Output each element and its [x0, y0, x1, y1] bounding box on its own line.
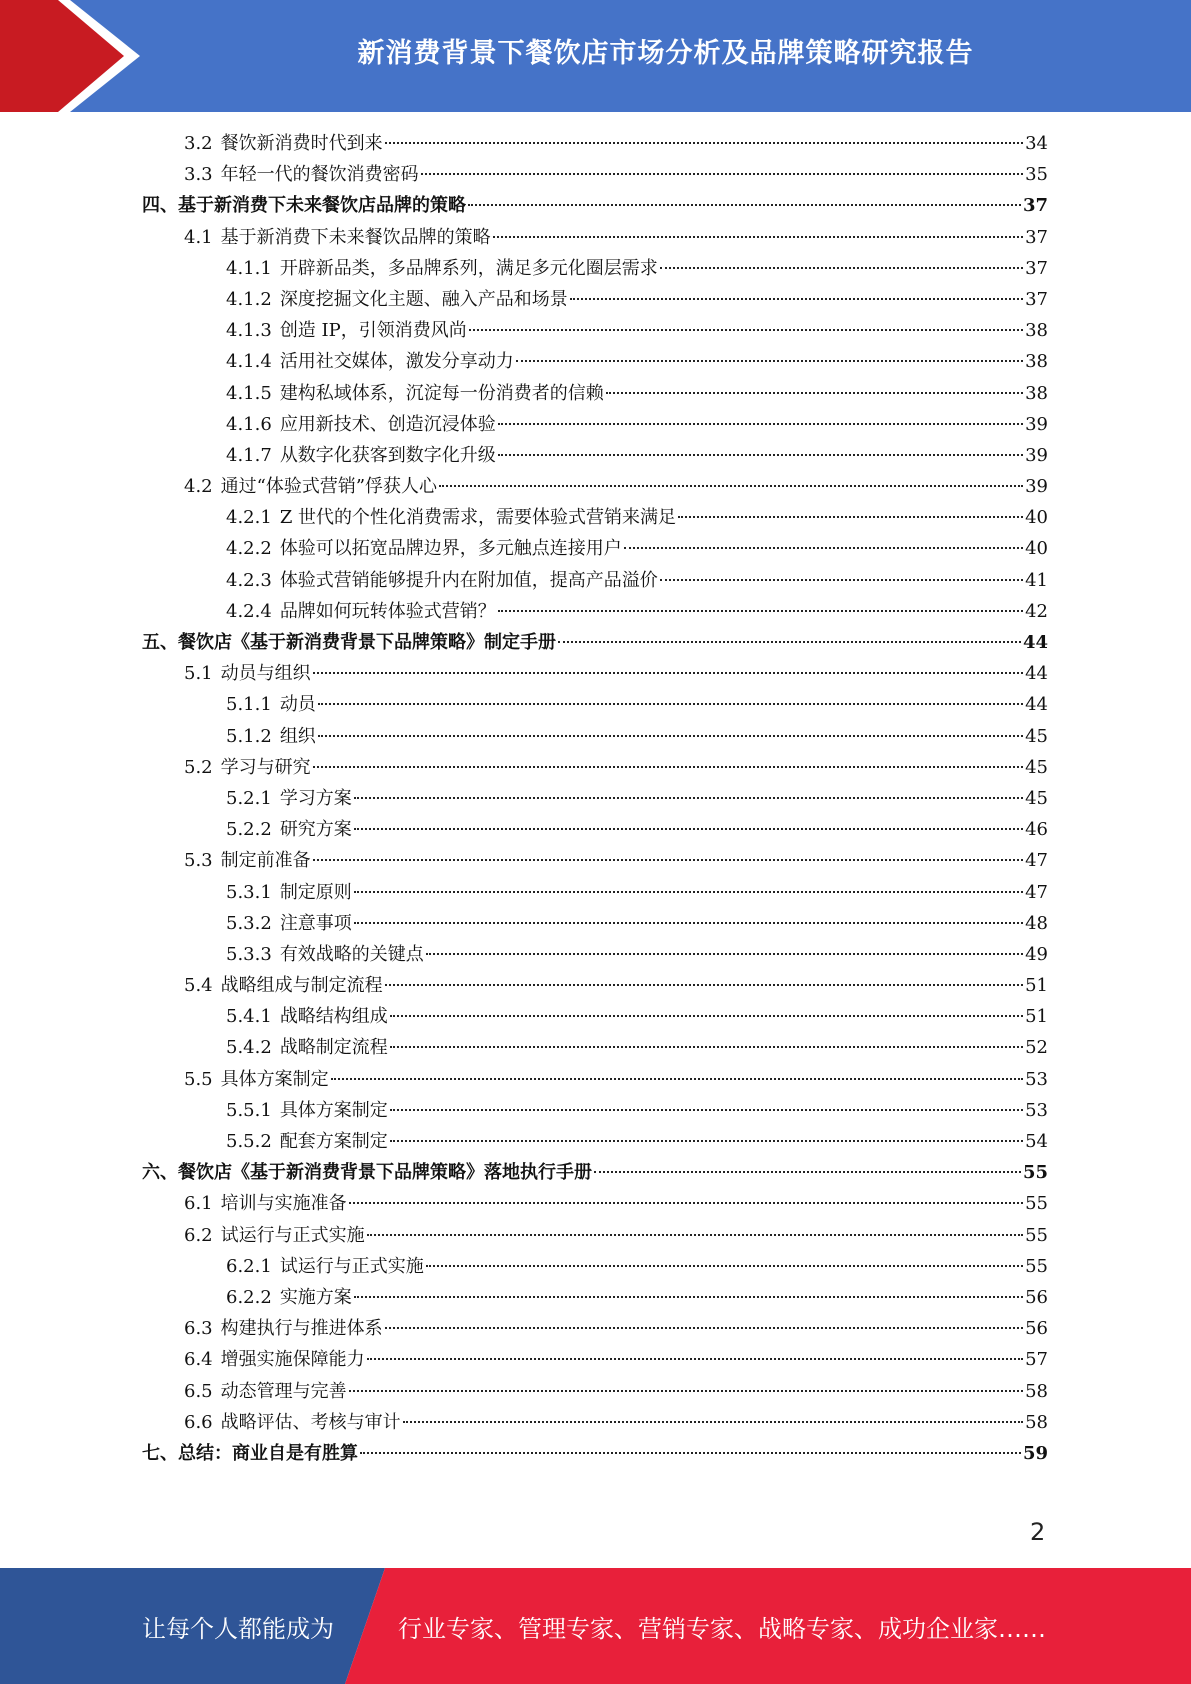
- toc-entry[interactable]: [142, 689, 1048, 720]
- toc-dot-leader: [313, 859, 1023, 861]
- toc-entry-page: 37: [1022, 195, 1048, 217]
- toc-entry-title: 培训与实施准备: [220, 1193, 347, 1215]
- report-title: 新消费背景下餐饮店市场分析及品牌策略研究报告: [357, 37, 974, 69]
- toc-entry-number: 3.3: [184, 164, 213, 186]
- toc-dot-leader: [403, 1421, 1023, 1423]
- toc-dot-leader: [390, 1109, 1023, 1111]
- toc-entry[interactable]: [142, 877, 1048, 908]
- toc-entry-title: 增强实施保障能力: [220, 1349, 365, 1371]
- toc-entry-title: 构建执行与推进体系: [220, 1318, 383, 1340]
- toc-entry[interactable]: [142, 752, 1048, 783]
- toc-dot-leader: [498, 423, 1023, 425]
- toc-dot-leader: [354, 797, 1023, 799]
- toc-entry-page: 48: [1025, 912, 1048, 934]
- toc-entry-page: 40: [1025, 538, 1048, 560]
- toc-entry-title: 制定前准备: [220, 850, 311, 872]
- toc-entry[interactable]: [142, 440, 1048, 471]
- toc-entry[interactable]: [142, 627, 1048, 658]
- toc-entry[interactable]: [142, 315, 1048, 346]
- toc-dot-leader: [390, 1046, 1023, 1048]
- toc-dot-leader: [660, 267, 1023, 269]
- toc-dot-leader: [660, 579, 1023, 581]
- toc-entry-page: 58: [1025, 1380, 1048, 1402]
- toc-entry[interactable]: [142, 565, 1048, 596]
- toc-entry-number: 5.1.2: [226, 725, 272, 747]
- footer-slogan-left: 让每个人都能成为: [142, 1614, 334, 1643]
- toc-entry[interactable]: [142, 1095, 1048, 1126]
- toc-entry-page: 55: [1025, 1255, 1048, 1277]
- toc-dot-leader: [498, 454, 1023, 456]
- toc-entry-page: 56: [1025, 1286, 1048, 1308]
- toc-entry-page: 51: [1025, 1006, 1048, 1028]
- toc-entry[interactable]: [142, 284, 1048, 315]
- toc-entry[interactable]: [142, 409, 1048, 440]
- toc-entry-number: 5.3.1: [226, 881, 272, 903]
- toc-dot-leader: [516, 360, 1023, 362]
- toc-entry[interactable]: [142, 1001, 1048, 1032]
- toc-entry-page: 58: [1025, 1411, 1048, 1433]
- header-bar: [0, 0, 1191, 112]
- toc-entry-page: 57: [1025, 1349, 1048, 1371]
- toc-dot-leader: [385, 1327, 1023, 1329]
- toc-entry-title: 动员与组织: [220, 663, 311, 685]
- toc-entry-title: 制定原则: [279, 881, 352, 903]
- toc-entry-page: 42: [1025, 600, 1048, 622]
- toc-dot-leader: [354, 828, 1023, 830]
- toc-entry[interactable]: [142, 1282, 1048, 1313]
- toc-entry-page: 53: [1025, 1068, 1048, 1090]
- toc-entry[interactable]: [142, 783, 1048, 814]
- toc-entry-number: 6.3: [184, 1318, 213, 1340]
- toc-entry-number: 3.2: [184, 133, 213, 154]
- toc-dot-leader: [385, 142, 1023, 144]
- toc-entry-page: 53: [1025, 1099, 1048, 1121]
- toc-entry-title: Z 世代的个性化消费需求，需要体验式营销来满足: [279, 507, 677, 529]
- toc-entry[interactable]: [142, 128, 1048, 159]
- toc-entry-page: 39: [1025, 413, 1048, 435]
- toc-entry-title: 战略结构组成: [279, 1006, 388, 1028]
- toc-entry-page: 59: [1022, 1442, 1048, 1464]
- toc-dot-leader: [349, 1202, 1023, 1204]
- toc-entry-title: 深度挖掘文化主题、融入产品和场景: [279, 288, 568, 310]
- toc-entry-page: 44: [1022, 632, 1048, 653]
- toc-entry-page: 35: [1025, 164, 1048, 186]
- toc-entry[interactable]: [142, 970, 1048, 1001]
- toc-entry-page: 44: [1025, 663, 1048, 685]
- toc-entry[interactable]: [142, 845, 1048, 876]
- toc-dot-leader: [313, 672, 1023, 674]
- toc-entry-title: 实施方案: [279, 1286, 352, 1308]
- toc-entry[interactable]: [142, 222, 1048, 253]
- toc-dot-leader: [498, 610, 1023, 612]
- toc-entry-page: 55: [1025, 1224, 1048, 1246]
- toc-entry-title: 学习与研究: [220, 756, 311, 778]
- toc-dot-leader: [354, 922, 1023, 924]
- toc-entry-page: 45: [1025, 756, 1048, 778]
- toc-entry-page: 46: [1025, 819, 1048, 841]
- toc-entry-title: 具体方案制定: [220, 1068, 329, 1090]
- toc-entry-number: 4.1.2: [226, 288, 272, 310]
- toc-dot-leader: [349, 1390, 1023, 1392]
- toc-entry-page: 52: [1025, 1037, 1048, 1059]
- toc-entry-number: 4.1.7: [226, 444, 272, 466]
- toc-entry[interactable]: [142, 502, 1048, 533]
- toc-entry-title: 基于新消费下未来餐饮品牌的策略: [220, 226, 491, 248]
- toc-entry[interactable]: [142, 1313, 1048, 1344]
- toc-dot-leader: [426, 953, 1023, 955]
- toc-entry-title: 建构私域体系，沉淀每一份消费者的信赖: [279, 382, 604, 404]
- toc-dot-leader: [367, 1358, 1023, 1360]
- toc-entry-number: 4.2.2: [226, 538, 272, 560]
- toc-dot-leader: [439, 485, 1023, 487]
- toc-entry-number: 6.5: [184, 1380, 213, 1402]
- toc-dot-leader: [354, 1296, 1023, 1298]
- page-number: 2: [1030, 1518, 1046, 1546]
- toc-entry-number: 4.1.1: [226, 257, 272, 279]
- toc-entry[interactable]: [142, 1064, 1048, 1095]
- toc-entry-page: 37: [1025, 226, 1048, 248]
- toc-entry-title: 餐饮新消费时代到来: [220, 133, 383, 154]
- footer-banner: [0, 1568, 1191, 1684]
- toc-entry-title: 战略组成与制定流程: [220, 975, 383, 997]
- toc-dot-leader: [594, 1171, 1021, 1173]
- toc-entry-page: 47: [1025, 881, 1048, 903]
- toc-entry-title: 体验可以拓宽品牌边界，多元触点连接用户: [279, 538, 622, 560]
- toc-entry[interactable]: [142, 721, 1048, 752]
- toc-entry[interactable]: [142, 1032, 1048, 1063]
- toc-entry-page: 55: [1022, 1162, 1048, 1184]
- toc-entry-number: 4.1: [184, 226, 213, 248]
- toc-entry-number: 6.2.1: [226, 1255, 272, 1277]
- toc-dot-leader: [331, 1078, 1023, 1080]
- toc-entry[interactable]: [142, 190, 1048, 221]
- toc-dot-leader: [493, 236, 1023, 238]
- toc-entry-title: 配套方案制定: [279, 1131, 388, 1152]
- red-chevron-icon: [0, 0, 160, 112]
- toc-entry-number: 5.5.2: [226, 1131, 272, 1152]
- toc-entry-page: 45: [1025, 787, 1048, 809]
- toc-entry-number: 4.2.1: [226, 507, 272, 529]
- toc-entry-title: 六、餐饮店《基于新消费背景下品牌策略》落地执行手册: [142, 1162, 592, 1184]
- toc-entry-number: 5.4.1: [226, 1006, 272, 1028]
- toc-dot-leader: [558, 641, 1021, 643]
- toc-entry[interactable]: [142, 253, 1048, 284]
- toc-entry-page: 54: [1025, 1131, 1048, 1152]
- toc-entry-page: 56: [1025, 1318, 1048, 1340]
- toc-entry-title: 动态管理与完善: [220, 1380, 347, 1402]
- toc-entry[interactable]: [142, 346, 1048, 377]
- toc-entry-title: 有效战略的关键点: [279, 943, 424, 965]
- toc-entry-number: 6.1: [184, 1193, 213, 1215]
- toc-entry-title: 战略制定流程: [279, 1037, 388, 1059]
- toc-entry-page: 37: [1025, 257, 1048, 279]
- footer-slogan-right: 行业专家、管理专家、营销专家、战略专家、成功企业家……: [398, 1614, 1046, 1643]
- toc-entry[interactable]: [142, 1438, 1048, 1469]
- toc-entry-title: 应用新技术、创造沉浸体验: [279, 413, 496, 435]
- toc-entry[interactable]: [142, 1126, 1048, 1157]
- toc-entry-title: 试运行与正式实施: [279, 1255, 424, 1277]
- toc-entry-number: 5.3.3: [226, 943, 272, 965]
- toc-dot-leader: [678, 516, 1023, 518]
- toc-entry-number: 4.1.6: [226, 413, 272, 435]
- toc-dot-leader: [570, 298, 1023, 300]
- toc-entry-title: 学习方案: [279, 787, 352, 809]
- toc-dot-leader: [606, 392, 1023, 394]
- toc-entry-title: 创造 IP，引领消费风尚: [279, 320, 467, 342]
- toc-entry-page: 41: [1025, 569, 1048, 591]
- toc-dot-leader: [354, 891, 1023, 893]
- toc-entry-number: 5.1: [184, 663, 213, 685]
- toc-entry[interactable]: [142, 939, 1048, 970]
- toc-entry-title: 体验式营销能够提升内在附加值，提高产品溢价: [279, 569, 658, 591]
- toc-entry[interactable]: [142, 1251, 1048, 1282]
- toc-entry-number: 6.6: [184, 1411, 213, 1433]
- toc-entry-number: 5.2: [184, 756, 213, 778]
- toc-entry-number: 4.2.4: [226, 600, 272, 622]
- toc-entry-page: 44: [1025, 694, 1048, 716]
- toc-entry-title: 七、总结：商业自是有胜算: [142, 1442, 358, 1464]
- toc-entry[interactable]: [142, 908, 1048, 939]
- toc-entry-number: 4.1.3: [226, 320, 272, 342]
- toc-entry-title: 具体方案制定: [279, 1099, 388, 1121]
- toc-dot-leader: [421, 173, 1023, 175]
- toc-dot-leader: [468, 204, 1021, 206]
- toc-entry-number: 5.3: [184, 850, 213, 872]
- toc-entry-page: 45: [1025, 725, 1048, 747]
- toc-entry[interactable]: [142, 1407, 1048, 1438]
- toc-entry-title: 试运行与正式实施: [220, 1224, 365, 1246]
- toc-dot-leader: [390, 1140, 1023, 1142]
- toc-entry-title: 通过“体验式营销”俘获人心: [220, 476, 438, 498]
- toc-entry-number: 5.5: [184, 1068, 213, 1090]
- toc-entry-number: 5.2.1: [226, 787, 272, 809]
- toc-entry-title: 四、基于新消费下未来餐饮店品牌的策略: [142, 195, 466, 217]
- toc-dot-leader: [624, 547, 1023, 549]
- toc-entry-number: 5.4.2: [226, 1037, 272, 1059]
- toc-dot-leader: [469, 329, 1023, 331]
- toc-entry-title: 品牌如何玩转体验式营销？: [279, 600, 496, 622]
- toc-dot-leader: [367, 1234, 1023, 1236]
- toc-entry[interactable]: [142, 1344, 1048, 1375]
- toc-entry-title: 开辟新品类，多品牌系列，满足多元化圈层需求: [279, 257, 658, 279]
- toc-entry-number: 4.1.5: [226, 382, 272, 404]
- toc-entry-page: 38: [1025, 320, 1048, 342]
- toc-entry[interactable]: [142, 1157, 1048, 1188]
- toc-entry[interactable]: [142, 1220, 1048, 1251]
- toc-entry-number: 4.2.3: [226, 569, 272, 591]
- toc-entry-title: 研究方案: [279, 819, 352, 841]
- toc-entry-number: 6.2.2: [226, 1286, 272, 1308]
- toc-entry-number: 5.1.1: [226, 694, 272, 716]
- toc-entry[interactable]: [142, 596, 1048, 627]
- toc-dot-leader: [318, 735, 1023, 737]
- toc-dot-leader: [426, 1265, 1023, 1267]
- toc-entry-page: 34: [1025, 133, 1048, 154]
- toc-dot-leader: [390, 1015, 1023, 1017]
- toc-entry-title: 年轻一代的餐饮消费密码: [220, 164, 419, 186]
- toc-entry-title: 五、餐饮店《基于新消费背景下品牌策略》制定手册: [142, 632, 556, 653]
- toc-entry-number: 4.2: [184, 476, 213, 498]
- toc-entry-number: 6.4: [184, 1349, 213, 1371]
- toc-dot-leader: [360, 1452, 1021, 1454]
- toc-entry-title: 动员: [279, 694, 316, 716]
- toc-entry[interactable]: [142, 378, 1048, 409]
- toc-entry[interactable]: [142, 1188, 1048, 1219]
- toc-entry-page: 40: [1025, 507, 1048, 529]
- toc-entry-title: 从数字化获客到数字化升级: [279, 444, 496, 466]
- toc-entry-title: 注意事项: [279, 912, 352, 934]
- toc-entry-page: 55: [1025, 1193, 1048, 1215]
- toc-entry-number: 5.4: [184, 975, 213, 997]
- toc-entry[interactable]: [142, 533, 1048, 564]
- toc-entry-page: 37: [1025, 288, 1048, 310]
- toc-entry-number: 5.2.2: [226, 819, 272, 841]
- toc-entry-number: 5.5.1: [226, 1099, 272, 1121]
- toc-entry[interactable]: [142, 159, 1048, 190]
- toc-entry-page: 49: [1025, 943, 1048, 965]
- toc-entry[interactable]: [142, 471, 1048, 502]
- toc-entry-page: 47: [1025, 850, 1048, 872]
- toc-entry-page: 39: [1025, 476, 1048, 498]
- toc-entry-title: 组织: [279, 725, 316, 747]
- toc-dot-leader: [313, 766, 1023, 768]
- toc-entry-page: 39: [1025, 444, 1048, 466]
- toc-entry-page: 38: [1025, 382, 1048, 404]
- toc-entry-number: 6.2: [184, 1224, 213, 1246]
- toc-entry-title: 战略评估、考核与审计: [220, 1411, 401, 1433]
- toc-entry-title: 活用社交媒体，激发分享动力: [279, 351, 514, 373]
- toc-entry-number: 4.1.4: [226, 351, 272, 373]
- table-of-contents: [142, 128, 1048, 1469]
- toc-dot-leader: [318, 703, 1023, 705]
- toc-dot-leader: [385, 984, 1023, 986]
- toc-entry[interactable]: [142, 658, 1048, 689]
- toc-entry[interactable]: [142, 814, 1048, 845]
- toc-entry-page: 38: [1025, 351, 1048, 373]
- toc-entry-page: 51: [1025, 975, 1048, 997]
- toc-entry[interactable]: [142, 1376, 1048, 1407]
- toc-entry-number: 5.3.2: [226, 912, 272, 934]
